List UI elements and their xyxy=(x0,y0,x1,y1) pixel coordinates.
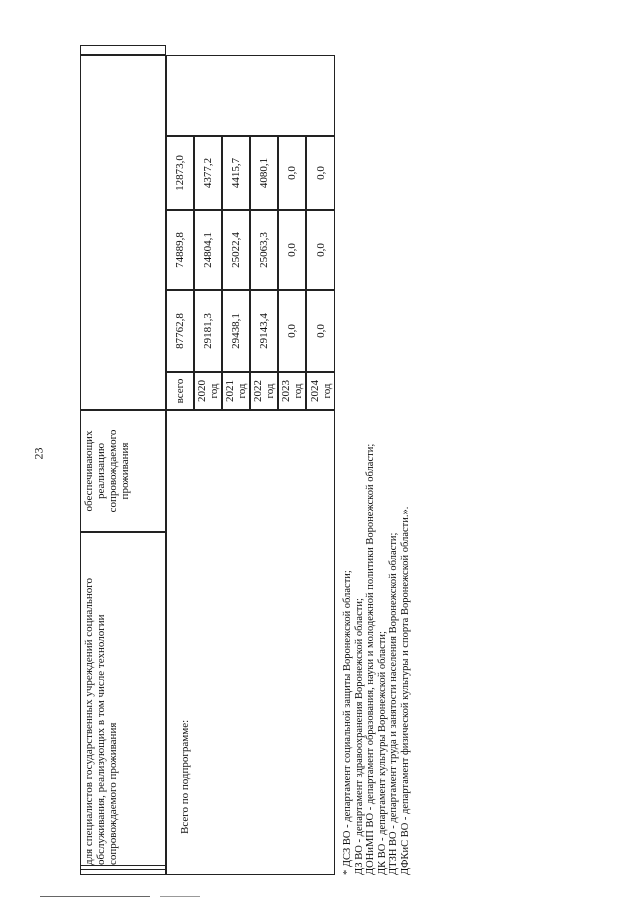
value-cell: 12873,0 xyxy=(166,136,194,210)
year-cell: 2023 год xyxy=(278,372,306,410)
value-cell: 24804,1 xyxy=(194,210,222,290)
value-cell: 0,0 xyxy=(306,290,335,372)
total-label-cell: Всего по подпрограмме: xyxy=(166,410,335,875)
value-cell: 0,0 xyxy=(306,136,335,210)
scan-artifact-line xyxy=(40,896,150,897)
value-cell: 25022,4 xyxy=(222,210,250,290)
empty-right-cell xyxy=(166,55,335,136)
year-cell: 2021 год xyxy=(222,372,250,410)
value-cell: 87762,8 xyxy=(166,290,194,372)
footnote-line: * ДСЗ ВО - департамент социальной защиты Воронежской области; xyxy=(342,570,353,875)
footnotes xyxy=(342,55,411,875)
value-cell: 25063,3 xyxy=(250,210,278,290)
budget-table xyxy=(80,55,335,875)
empty-upper-cell xyxy=(80,55,166,410)
value-cell: 29438,1 xyxy=(222,290,250,372)
description-cell: для специалистов государственных учреждений социального обслуживания, реализующих в том числе технологии сопровождаемого проживания xyxy=(80,532,166,870)
year-cell: 2024 год xyxy=(306,372,335,410)
rotated-page-content xyxy=(80,55,411,875)
footnote-line: ДОНиМП ВО - департамент образования, науки и молодежной политики Воронежской области; xyxy=(365,443,376,875)
year-cell: всего xyxy=(166,372,194,410)
footnote-line: ДТЗН ВО - департамент труда и занятости населения Воронежской области; xyxy=(388,532,399,875)
year-cell: 2022 год xyxy=(250,372,278,410)
value-cell: 29181,3 xyxy=(194,290,222,372)
footnote-line: ДК ВО - департамент культуры Воронежской области; xyxy=(376,631,388,875)
value-cell: 4080,1 xyxy=(250,136,278,210)
value-cell: 4377,2 xyxy=(194,136,222,210)
value-cell: 4415,7 xyxy=(222,136,250,210)
footnote-line: ДФКиС ВО - департамент физической культуры и спорта Воронежской области.». xyxy=(399,506,411,875)
value-cell: 74889,8 xyxy=(166,210,194,290)
footnote-line: ДЗ ВО - департамент здравоохранения Воронежской области; xyxy=(353,598,365,875)
value-cell: 0,0 xyxy=(278,136,306,210)
value-cell: 29143,4 xyxy=(250,290,278,372)
page-number: 23 xyxy=(31,447,46,460)
table-edge xyxy=(80,45,166,55)
year-cell: 2020 год xyxy=(194,372,222,410)
implementation-cell: обеспечивающих реализацию сопровождаемого проживания xyxy=(80,410,166,532)
value-cell: 0,0 xyxy=(306,210,335,290)
value-cell: 0,0 xyxy=(278,290,306,372)
scan-artifact-line xyxy=(160,896,200,897)
value-cell: 0,0 xyxy=(278,210,306,290)
